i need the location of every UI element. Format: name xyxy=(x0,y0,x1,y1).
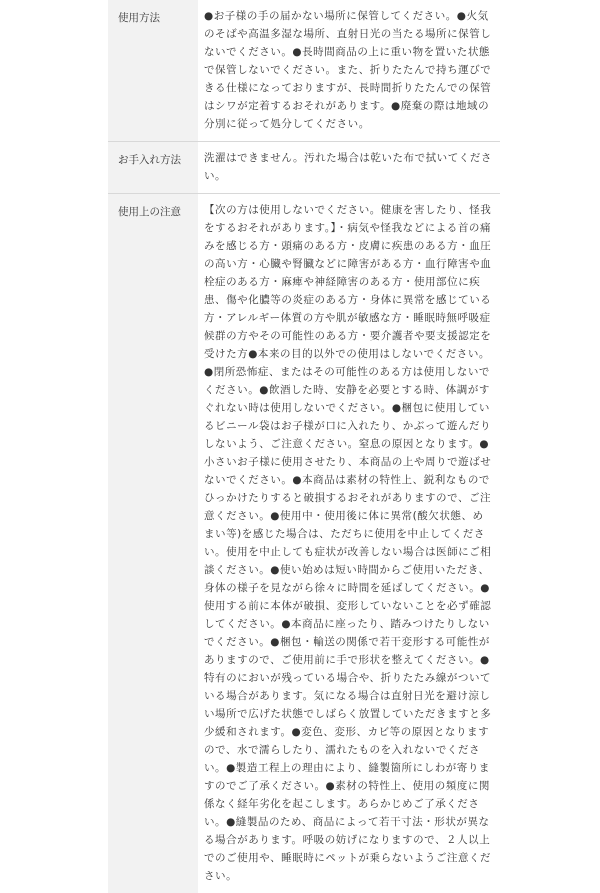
spec-label-cell xyxy=(108,194,198,893)
spec-value-cell xyxy=(198,142,500,194)
spec-label-usage: 使用方法 xyxy=(108,0,198,28)
spec-row-usage xyxy=(108,0,500,142)
spec-value-cell xyxy=(198,194,500,893)
spec-label-care: お手入れ方法 xyxy=(108,142,198,170)
spec-value-cell xyxy=(198,0,500,142)
spec-label-cell xyxy=(108,0,198,142)
spec-value-precautions: 【次の方は使用しないでください。健康を害したり、怪我をするおそれがあります。】・病気や怪我などによる首の痛みを感じる方・頭痛のある方・皮膚に疾患のある方・血圧の高い方・心臓や腎臓などに障害がある方・血行障害や血栓症のある方・麻痺や神経障害のある方・使用部位に疾患、傷や化膿等の炎症のある方・身体に異常を感じている方・アレルギー体質の方や肌が敏感な方・睡眠時無呼吸症候群の方やその可能性のある方・要介護者や要支援認定を受けた方●本来の目的以外での使用はしないでください。●閉所恐怖症、またはその可能性のある方は使用しないでください。●飲酒した時、安静を必要とする時、体調がすぐれない時は使用しないでください。●梱包に使用しているビニール袋はお子様が口に入れたり、かぶって遊んだりしないよう、ご注意ください。窒息の原因となります。●小さいお子様に使用させたり、本商品の上や周りで遊ばせないでください。●本商品は素材の特性上、鋭利なものでひっかけたりすると破損するおそれがありますので、ご注意ください。●使用中・使用後に体に異常(酸欠状態、めまい等)を感じた場合は、ただちに使用を中止してください。使用を中止しても症状が改善しない場合は医師にご相談ください。●使い始めは短い時間からご使用いただき、身体の様子を見ながら徐々に時間を延ばしてください。●使用する前に本体が破損、変形していないことを必ず確認してください。●本商品に座ったり、踏みつけたりしないでください。●梱包・輸送の関係で若干変形する可能性がありますので、ご使用前に手で形状を整えてください。●特有のにおいが残っている場合や、折りたたみ線がついている場合があります。気になる場合は直射日光を避け涼しい場所で広げた状態でしばらく放置していただきますと多少緩和されます。●変色、変形、カビ等の原因となりますので、水で濡らしたり、濡れたものを入れないでください。●製造工程上の理由により、縫製箇所にしわが寄りますのでご了承ください。●素材の特性上、使用の頻度に関係なく経年劣化を起こします。あらかじめご了承ください。●縫製品のため、商品によって若干寸法・形状が異なる場合があります。呼吸の妨げになりますので、２人以上でのご使用や、睡眠時にペットが乗らないようご注意ください。 xyxy=(198,194,500,893)
spec-label-cell xyxy=(108,142,198,194)
spec-value-usage: ●お子様の手の届かない場所に保管してください。●火気のそばや高温多湿な場所、直射日光の当たる場所に保管しないでください。●長時間商品の上に重い物を置いた状態で保管しないでください。また、折りたたんで持ち運びできる仕様になっておりますが、長時間折りたたんでの保管はシワが定着するおそれがあります。●廃棄の際は地域の分別に従って処分してください。 xyxy=(198,0,500,141)
spec-label-precautions: 使用上の注意 xyxy=(108,194,198,222)
spec-row-care xyxy=(108,142,500,194)
product-spec-table xyxy=(108,0,500,893)
spec-value-care: 洗濯はできません。汚れた場合は乾いた布で拭いてください。 xyxy=(198,142,500,193)
spec-row-precautions xyxy=(108,194,500,893)
